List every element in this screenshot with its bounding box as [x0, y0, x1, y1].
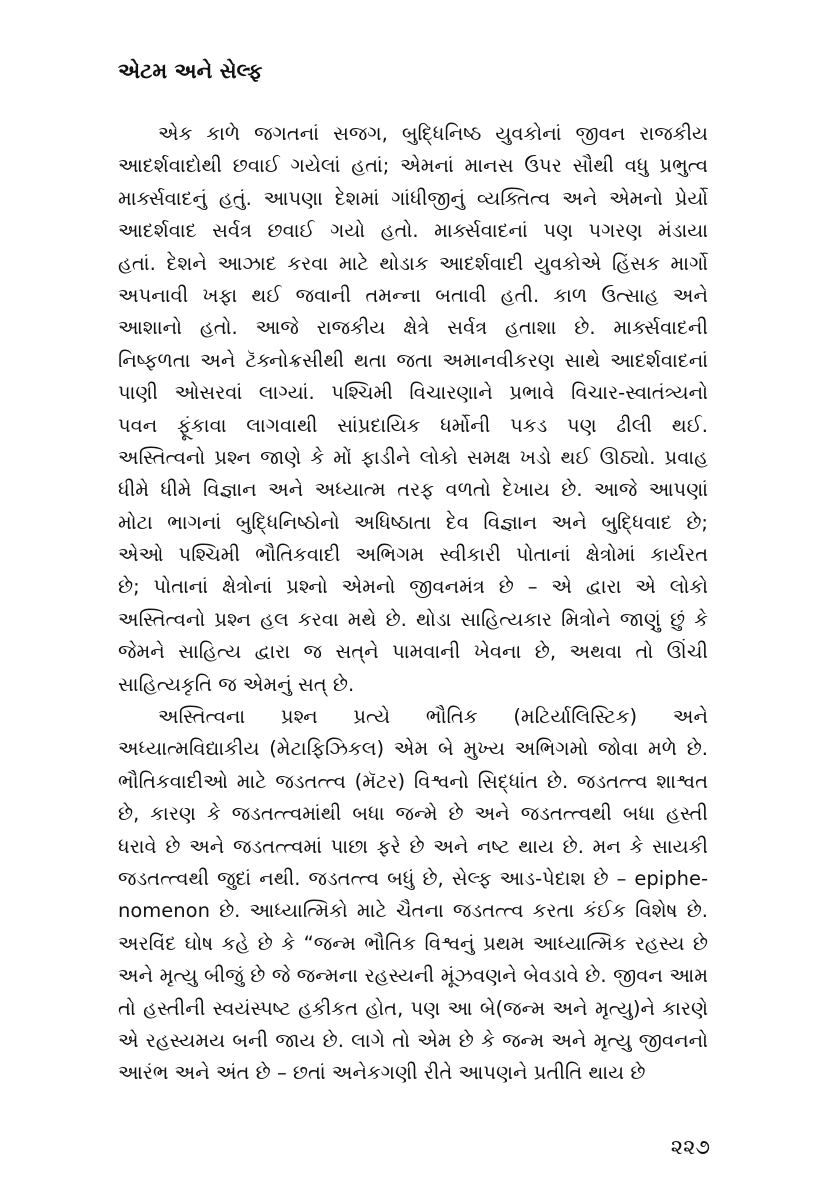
- text-line: ભૌતિકવાદીઓ માટે જડતત્ત્વ (મૅટર) વિશ્વનો સિદ્ધાંત છે. જડતત્ત્વ શાશ્વત: [118, 769, 708, 793]
- text-line: આશાનો હતો. આજે રાજકીય ક્ષેત્રે સર્વત્ર હતાશા છે. માર્ક્સવાદની: [118, 316, 708, 340]
- text-line: હતાં. દેશને આઝાદ કરવા માટે થોડાક આદર્શવાદી યુવકોએ હિંસક માર્ગો: [118, 251, 708, 275]
- text-line: જડતત્ત્વથી જુદાં નથી. જડતત્ત્વ બધું છે, સેલ્ફ આડ-પેદાશ છે – epiphe-: [118, 866, 708, 890]
- text-line: તો હસ્તીની સ્વયંસ્પષ્ટ હકીકત હોત, પણ આ બે(જન્મ અને મૃત્યુ)ને કારણે: [118, 996, 708, 1020]
- paragraph: [118, 118, 708, 701]
- text-line: nomenon છે. આધ્યાત્મિકો માટે ચૈતના જડતત્ત્વ કરતા કંઈક વિશેષ છે.: [118, 899, 708, 923]
- text-line: પાણી ઓસરવાં લાગ્યાં. પશ્ચિમી વિચારણાને પ્રભાવે વિચાર-સ્વાતંત્ર્યનો: [118, 381, 708, 405]
- text-line: જેમને સાહિત્ય દ્વારા જ સત્‌ને પામવાની ખેવના છે, અથવા તો ઊંચી: [118, 640, 708, 664]
- text-line: અરવિંદ ઘોષ કહે છે કે “જન્મ ભૌતિક વિશ્વનું પ્રથમ આધ્યાત્મિક રહસ્ય છે: [118, 931, 708, 955]
- text-line: આરંભ અને અંત છે – છતાં અનેકગણી રીતે આપણને પ્રતીતિ થાય છે: [118, 1061, 646, 1085]
- page-number: ૨૨૭: [670, 1135, 710, 1159]
- text-line: એક કાળે જગતનાં સજગ, બુદ્ધિનિષ્ઠ યુવકોનાં જીવન રાજકીય: [158, 122, 708, 145]
- text-line: અસ્તિત્વના પ્રશ્ન પ્રત્યે ભૌતિક (મટિર્યાલિસ્ટિક) અને: [158, 705, 708, 729]
- text-line: એ રહસ્યમય બની જાય છે. લાગે તો એમ છે કે જન્મ અને મૃત્યુ જીવનનો: [118, 1028, 708, 1052]
- running-head: એટમ અને સેલ્ફ: [118, 59, 263, 83]
- text-line: અસ્તિત્વનો પ્રશ્ન જાણે કે મોં ફાડીને લોકો સમક્ષ ખડો થઈ ઊઠ્યો. પ્રવાહ: [118, 445, 708, 469]
- text-line: આદર્શવાદોથી છવાઈ ગયેલાં હતાં; એમનાં માનસ ઉપર સૌથી વધુ પ્રભુત્વ: [118, 154, 708, 178]
- body-text: [118, 118, 708, 1090]
- text-line: છે, કારણ કે જડતત્ત્વમાંથી બધા જન્મે છે અને જડતત્ત્વથી બધા હસ્તી: [118, 802, 708, 826]
- text-line: એઓ પશ્ચિમી ભૌતિકવાદી અભિગમ સ્વીકારી પોતાનાં ક્ષેત્રોમાં કાર્યરત: [118, 543, 708, 567]
- text-line: સાહિત્યકૃતિ જ એમનું સત્ છે.: [118, 672, 355, 696]
- text-line: પવન ફૂંકાવા લાગવાથી સાંપ્રદાયિક ધર્મોની પકડ પણ ઢીલી થઈ.: [118, 413, 708, 437]
- text-line: અને મૃત્યુ બીજું છે જે જન્મના રહસ્યની મૂંઝવણને બેવડાવે છે. જીવન આમ: [118, 964, 708, 988]
- text-line: અસ્તિત્વનો પ્રશ્ન હલ કરવા મથે છે. થોડા સાહિત્યકાર મિત્રોને જાણું છું કે: [118, 607, 708, 631]
- text-line: અપનાવી ખફા થઈ જવાની તમન્ના બતાવી હતી. કાળ ઉત્સાહ અને: [118, 283, 708, 307]
- paragraph-container: [118, 118, 708, 1090]
- paragraph: [118, 701, 708, 1090]
- text-line: માર્ક્સવાદનું હતું. આપણા દેશમાં ગાંધીજીનું વ્યક્તિત્વ અને એમનો પ્રેર્યો: [118, 186, 708, 210]
- text-line: અધ્યાત્મવિદ્યાકીય (મેટાફિઝિકલ) એમ બે મુખ્ય અભિગમો જોવા મળે છે.: [118, 737, 708, 761]
- text-line: છે; પોતાનાં ક્ષેત્રોનાં પ્રશ્નો એમનો જીવનમંત્ર છે – એ દ્વારા એ લોકો: [118, 575, 708, 599]
- text-line: ધીમે ધીમે વિજ્ઞાન અને અધ્યાત્મ તરફ વળતો દેખાય છે. આજે આપણાં: [118, 478, 708, 502]
- text-line: મોટા ભાગનાં બુદ્ધિનિષ્ઠોનો અધિષ્ઠાતા દેવ વિજ્ઞાન અને બુદ્ધિવાદ છે;: [118, 510, 708, 534]
- text-line: આદર્શવાદ સર્વત્ર છવાઈ ગયો હતો. માર્ક્સવાદનાં પણ પગરણ મંડાયા: [118, 219, 708, 243]
- text-line: નિષ્ફળતા અને ટૅક્નોક્રસીથી થતા જતા અમાનવીકરણ સાથે આદર્શવાદનાં: [118, 348, 708, 372]
- text-line: ધરાવે છે અને જડતત્ત્વમાં પાછા ફરે છે અને નષ્ટ થાય છે. મન કે સાયકી: [118, 834, 708, 858]
